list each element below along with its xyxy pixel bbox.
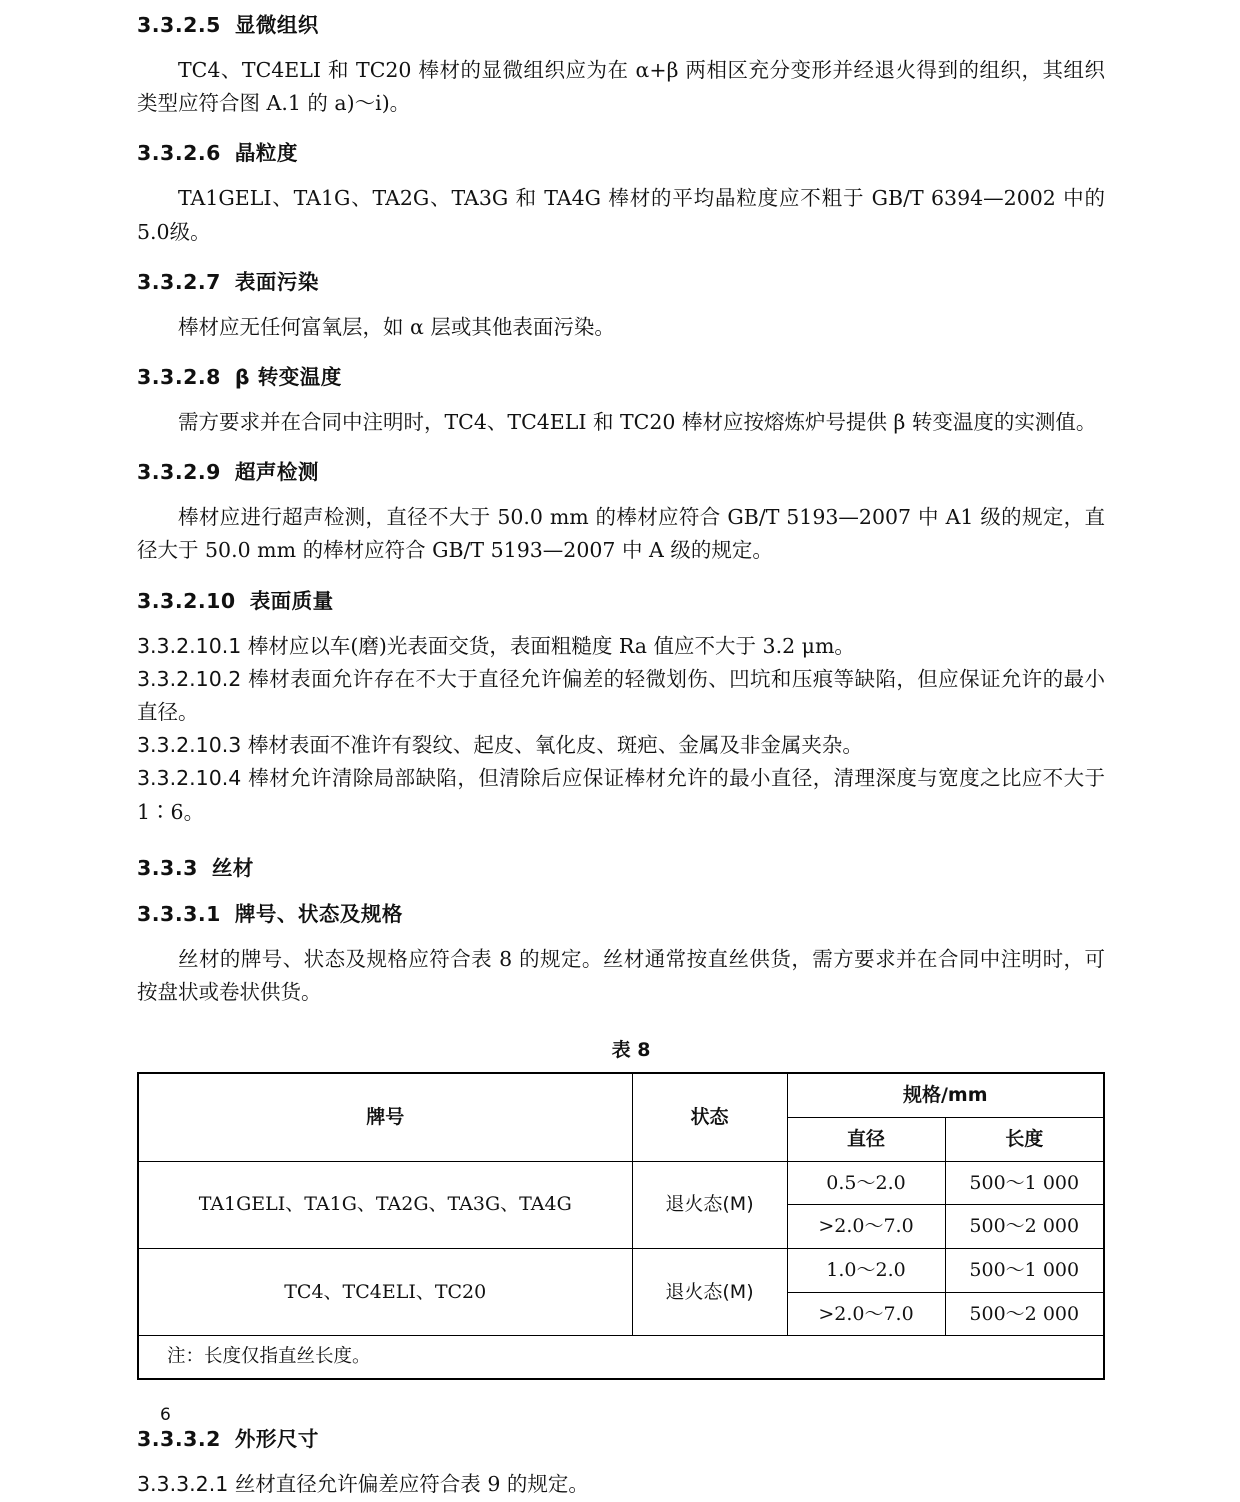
table-note-row [138,1336,1104,1380]
subclause-text: 棒材应以车(磨)光表面交货，表面粗糙度 Ra 值应不大于 3.2 μm。 [247,633,855,658]
header-diameter: 直径 [787,1117,945,1161]
subclause-label: 3.3.2.10.4 [137,766,242,791]
clause-title: 表面质量 [249,588,334,613]
clause-number: 3.3.2.9 [137,460,221,485]
heading-3-3-3-1 [137,897,1105,927]
heading-3-3-2-7 [137,265,1105,295]
heading-3-3-2-6 [137,136,1105,166]
subclause-3-3-2-10-1 [137,630,1105,663]
header-grade: 牌号 [138,1073,632,1161]
table-row [138,1161,1104,1205]
subclause-3-3-2-10-4 [137,762,1105,828]
subclause-label: 3.3.3.2.1 [137,1472,229,1497]
header-state: 状态 [632,1073,787,1161]
page-number: 6 [160,1405,171,1425]
table-header-row-1 [138,1073,1104,1117]
clause-title: 表面污染 [234,269,319,294]
clause-number: 3.3.2.5 [137,13,221,37]
paragraph-3-3-2-7: 棒材应无任何富氧层，如 α 层或其他表面污染。 [178,314,615,339]
header-length: 长度 [945,1117,1104,1161]
cell-length: 500～2 000 [945,1292,1104,1336]
table-8-caption: 表 8 [611,1039,651,1062]
clause-number: 3.3.2.10 [137,588,236,613]
clause-title: 显微组织 [234,13,319,37]
subclause-label: 3.3.2.10.2 [137,666,242,691]
paragraph-3-3-2-8: 需方要求并在合同中注明时，TC4、TC4ELI 和 TC20 棒材应按熔炼炉号提供 β 转变温度的实测值。 [178,410,1097,435]
subclause-3-3-2-10-2 [137,663,1105,729]
heading-3-3-2-8 [137,360,1105,390]
subclause-label: 3.3.2.10.3 [137,733,242,758]
heading-3-3-2-9 [137,455,1105,485]
table-8 [137,1072,1105,1380]
cell-diameter: 0.5～2.0 [787,1161,945,1205]
cell-diameter: >2.0～7.0 [787,1292,945,1336]
clause-number: 3.3.3 [137,855,198,880]
cell-grade: TA1GELI、TA1G、TA2G、TA3G、TA4G [138,1161,632,1248]
paragraph-3-3-2-9: 棒材应进行超声检测，直径不大于 50.0 mm 的棒材应符合 GB/T 5193—2007 中 A1 级的规定，直径大于 50.0 mm 的棒材应符合 GB/T 5193—2007 中 A 级的规定。 [137,505,1105,563]
heading-3-3-3-2 [137,1422,1105,1452]
subclause-text: 棒材表面允许存在不大于直径允许偏差的轻微划伤、凹坑和压痕等缺陷，但应保证允许的最小直径。 [137,666,1105,725]
heading-3-3-2-5 [137,8,1105,38]
subclause-3-3-2-10-3 [137,729,1105,762]
subclause-label: 3.3.2.10.1 [137,633,242,658]
clause-title: 晶粒度 [234,141,298,166]
clause-number: 3.3.2.8 [137,365,221,390]
subclause-text: 棒材允许清除局部缺陷，但清除后应保证棒材允许的最小直径，清理深度与宽度之比应不大于 1∶6。 [137,766,1105,824]
cell-state: 退火态(M) [632,1249,787,1336]
paragraph-3-3-2-6: TA1GELI、TA1G、TA2G、TA3G 和 TA4G 棒材的平均晶粒度应不粗于 GB/T 6394—2002 中的5.0级。 [137,186,1105,244]
heading-3-3-3 [137,851,1105,881]
table-note: 注：长度仅指直丝长度。 [138,1336,1104,1380]
paragraph-3-3-2-5: TC4、TC4ELI 和 TC20 棒材的显微组织应为在 α+β 两相区充分变形并经退火得到的组织，其组织类型应符合图 A.1 的 a)～i)。 [137,58,1105,116]
cell-diameter: >2.0～7.0 [787,1205,945,1249]
clause-number: 3.3.3.1 [137,901,221,926]
cell-grade: TC4、TC4ELI、TC20 [138,1249,632,1336]
paragraph-3-3-3-1: 丝材的牌号、状态及规格应符合表 8 的规定。丝材通常按直丝供货，需方要求并在合同中注明时，可按盘状或卷状供货。 [137,946,1105,1005]
clause-title: β 转变温度 [234,365,342,390]
header-spec: 规格/mm [787,1073,1104,1117]
heading-3-3-2-10 [137,584,1105,614]
cell-state: 退火态(M) [632,1161,787,1248]
subclause-3-3-3-2-1 [137,1468,1105,1501]
clause-title: 牌号、状态及规格 [234,901,403,926]
clause-title: 外形尺寸 [234,1427,319,1452]
subclause-text: 棒材表面不准许有裂纹、起皮、氧化皮、斑疤、金属及非金属夹杂。 [247,733,863,758]
cell-length: 500～2 000 [945,1205,1104,1249]
clause-number: 3.3.3.2 [137,1427,221,1452]
subclause-text: 丝材直径允许偏差应符合表 9 的规定。 [234,1472,589,1497]
cell-length: 500～1 000 [945,1161,1104,1205]
cell-length: 500～1 000 [945,1249,1104,1293]
clause-number: 3.3.2.7 [137,269,221,294]
cell-diameter: 1.0～2.0 [787,1249,945,1293]
clause-title: 丝材 [211,855,254,880]
table-row [138,1249,1104,1293]
clause-number: 3.3.2.6 [137,141,221,166]
clause-title: 超声检测 [234,460,319,485]
